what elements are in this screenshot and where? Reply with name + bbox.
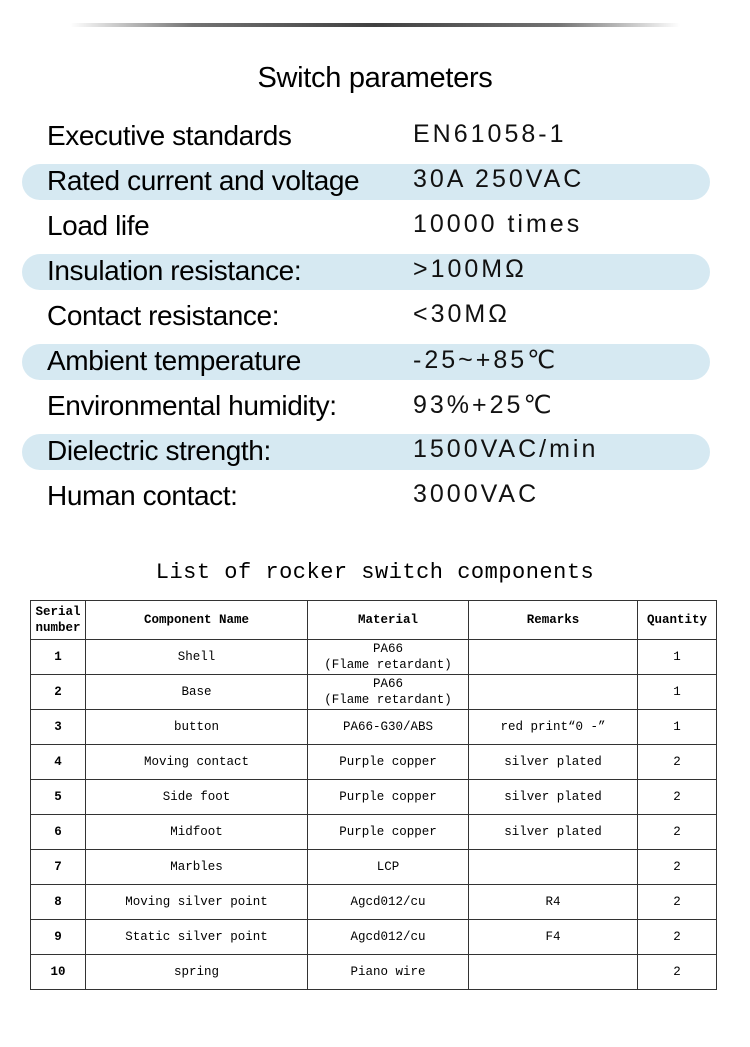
table-row [31, 920, 717, 955]
cell-serial: 10 [31, 955, 86, 990]
param-label: Contact resistance: [47, 300, 280, 331]
table-row [31, 745, 717, 780]
cell-component: Side foot [86, 780, 308, 815]
param-label: Insulation resistance: [47, 255, 302, 286]
header-component-name: Component Name [86, 601, 308, 640]
param-label: Executive standards [47, 120, 292, 151]
cell-quantity: 1 [638, 710, 717, 745]
cell-quantity: 2 [638, 745, 717, 780]
cell-remarks: F4 [469, 920, 638, 955]
cell-material-line1: PA66 [372, 642, 403, 656]
header-serial-line1: Serial [35, 605, 81, 619]
cell-material: Purple copper [308, 815, 469, 850]
param-row [0, 340, 750, 385]
cell-serial: 8 [31, 885, 86, 920]
param-row [0, 475, 750, 520]
cell-quantity: 2 [638, 850, 717, 885]
param-row [0, 250, 750, 295]
param-value: <30MΩ [413, 300, 510, 328]
cell-material: Agcd012/cu [308, 885, 469, 920]
cell-quantity: 1 [638, 640, 717, 675]
table-row [31, 815, 717, 850]
param-row [0, 205, 750, 250]
table-row [31, 640, 717, 675]
table-row [31, 710, 717, 745]
cell-serial: 5 [31, 780, 86, 815]
cell-material-line2: (Flame retardant) [324, 693, 452, 707]
cell-quantity: 2 [638, 955, 717, 990]
header-remarks: Remarks [469, 601, 638, 640]
table-row [31, 850, 717, 885]
param-value: 30A 250VAC [413, 165, 585, 193]
header-serial-number [31, 601, 86, 640]
param-label: Human contact: [47, 480, 238, 511]
table-row [31, 955, 717, 990]
top-divider [70, 23, 680, 27]
cell-material: PA66-G30/ABS [308, 710, 469, 745]
param-label: Rated current and voltage [47, 165, 360, 196]
cell-quantity: 1 [638, 675, 717, 710]
cell-remarks: red print“0 -” [469, 710, 638, 745]
cell-material [308, 675, 469, 710]
cell-remarks [469, 640, 638, 675]
cell-remarks [469, 675, 638, 710]
params-list [0, 115, 750, 520]
cell-serial: 9 [31, 920, 86, 955]
cell-quantity: 2 [638, 920, 717, 955]
param-value: >100MΩ [413, 255, 527, 283]
param-label: Ambient temperature [47, 345, 301, 376]
cell-component: button [86, 710, 308, 745]
table-row [31, 780, 717, 815]
cell-quantity: 2 [638, 885, 717, 920]
cell-serial: 1 [31, 640, 86, 675]
param-row [0, 115, 750, 160]
cell-serial: 4 [31, 745, 86, 780]
param-row [0, 385, 750, 430]
cell-component: Shell [86, 640, 308, 675]
param-value: 3000VAC [413, 480, 540, 508]
header-material: Material [308, 601, 469, 640]
param-row [0, 160, 750, 205]
cell-component: Base [86, 675, 308, 710]
param-value: 93%+25℃ [413, 391, 555, 419]
param-value: -25~+85℃ [413, 346, 559, 374]
cell-material: Purple copper [308, 745, 469, 780]
table-row [31, 885, 717, 920]
param-value: 1500VAC/min [413, 435, 599, 463]
header-serial-line2: number [35, 621, 81, 635]
cell-material [308, 640, 469, 675]
param-value: EN61058-1 [413, 120, 567, 148]
cell-remarks: R4 [469, 885, 638, 920]
cell-material-line2: (Flame retardant) [324, 658, 452, 672]
cell-remarks: silver plated [469, 780, 638, 815]
table-row [31, 675, 717, 710]
cell-component: Moving contact [86, 745, 308, 780]
cell-material: Piano wire [308, 955, 469, 990]
components-table [30, 600, 717, 990]
cell-serial: 7 [31, 850, 86, 885]
cell-remarks: silver plated [469, 745, 638, 780]
cell-serial: 3 [31, 710, 86, 745]
cell-quantity: 2 [638, 780, 717, 815]
cell-component: Moving silver point [86, 885, 308, 920]
cell-component: Static silver point [86, 920, 308, 955]
cell-serial: 6 [31, 815, 86, 850]
cell-serial: 2 [31, 675, 86, 710]
cell-remarks [469, 850, 638, 885]
param-row [0, 295, 750, 340]
param-row [0, 430, 750, 475]
param-label: Dielectric strength: [47, 435, 271, 466]
param-label: Load life [47, 210, 150, 241]
cell-component: spring [86, 955, 308, 990]
table-header-row [31, 601, 717, 640]
cell-quantity: 2 [638, 815, 717, 850]
cell-material: LCP [308, 850, 469, 885]
cell-material: Purple copper [308, 780, 469, 815]
params-title: Switch parameters [257, 62, 493, 94]
header-quantity: Quantity [638, 601, 717, 640]
table-title: List of rocker switch components [155, 560, 595, 585]
cell-material: Agcd012/cu [308, 920, 469, 955]
cell-component: Marbles [86, 850, 308, 885]
cell-remarks: silver plated [469, 815, 638, 850]
param-value: 10000 times [413, 210, 583, 238]
cell-remarks [469, 955, 638, 990]
cell-component: Midfoot [86, 815, 308, 850]
param-label: Environmental humidity: [47, 390, 337, 421]
cell-material-line1: PA66 [372, 677, 403, 691]
